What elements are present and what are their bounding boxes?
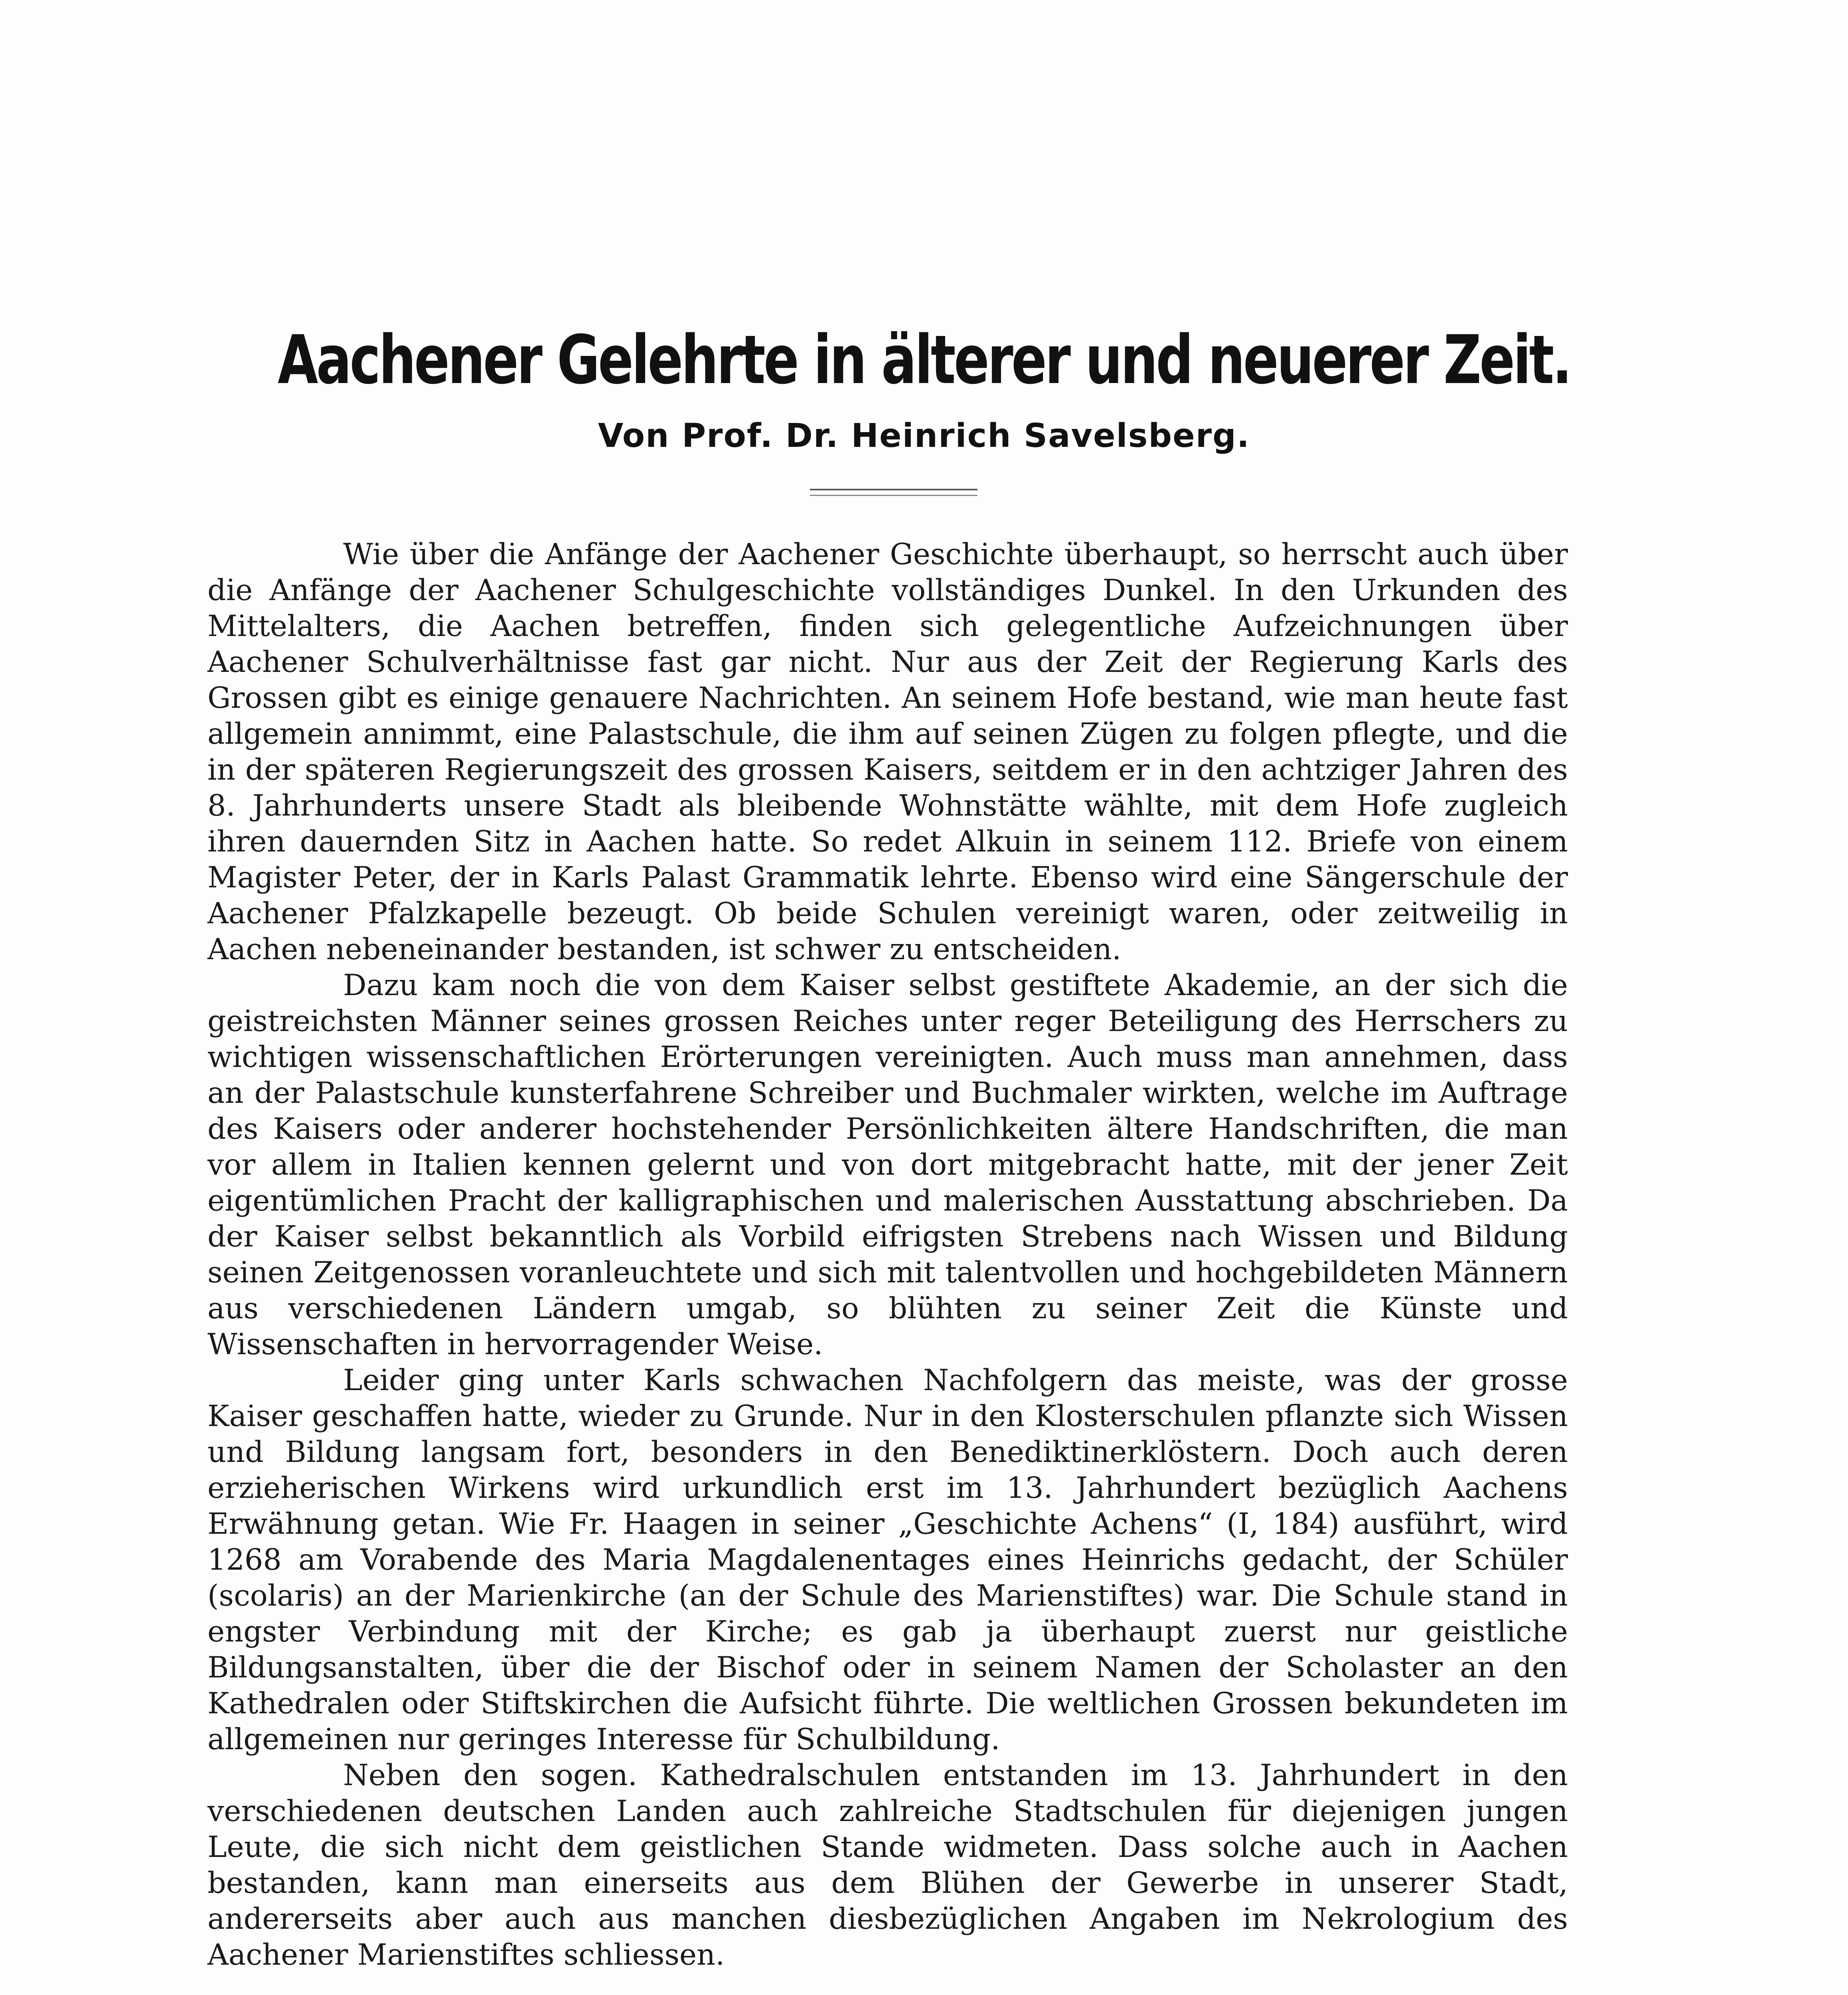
paragraph: Neben den sogen. Kathedralschulen entstanden im 13. Jahrhundert in den verschiedenen deutschen Landen auch zahlreiche Stadtschulen für diejenigen jungen Leute, die sich nicht dem geistlichen Stande widmeten. Dass solche auch in Aachen bestanden, kann man einerseits aus dem Blühen der Gewerbe in unserer Stadt, andererseits aber auch aus manchen diesbezüglichen Angaben im Nekrologium des Aachener Marienstiftes schliessen. bbox=[207, 1758, 1568, 1972]
paragraph: Leider ging unter Karls schwachen Nachfolgern das meiste, was der grosse Kaiser geschaffen hatte, wieder zu Grunde. Nur in den Klosterschulen pflanzte sich Wissen und Bildung langsam fort, besonders in den Benediktinerklöstern. Doch auch deren erzieherischen Wirkens wird urkundlich erst im 13. Jahrhundert bezüglich Aachens Erwähnung getan. Wie Fr. Haagen in seiner „Geschichte Achens“ (I, 184) ausführt, wird 1268 am Vorabende des Maria Magdalenentages eines Heinrichs gedacht, der Schüler (scolaris) an der Marienkirche (an der Schule des Marienstiftes) war. Die Schule stand in engster Verbindung mit der Kirche; es gab ja überhaupt zuerst nur geistliche Bildungsanstalten, über die der Bischof oder in seinem Namen der Scholaster an den Kathedralen oder Stiftskirchen die Aufsicht führte. Die weltlichen Grossen bekundeten im allgemeinen nur geringes Interesse für Schulbildung. bbox=[207, 1363, 1568, 1756]
title-divider-secondary bbox=[810, 495, 977, 496]
title-divider bbox=[810, 489, 977, 490]
article-body bbox=[207, 537, 1568, 1973]
article-author: Von Prof. Dr. Heinrich Savelsberg. bbox=[598, 417, 1250, 455]
article-title: Aachener Gelehrte in älterer und neuerer Zeit. bbox=[278, 321, 1570, 399]
paragraph: Dazu kam noch die von dem Kaiser selbst gestiftete Akademie, an der sich die geistreichsten Männer seines grossen Reiches unter reger Beteiligung des Herrschers zu wichtigen wissenschaftlichen Erörterungen vereinigten. Auch muss man annehmen, dass an der Palastschule kunsterfahrene Schreiber und Buchmaler wirkten, welche im Auftrage des Kaisers oder anderer hochstehender Persönlichkeiten ältere Handschriften, die man vor allem in Italien kennen gelernt und von dort mitgebracht hatte, mit der jener Zeit eigentümlichen Pracht der kalligraphischen und malerischen Ausstattung abschrieben. Da der Kaiser selbst bekanntlich als Vorbild eifrigsten Strebens nach Wissen und Bildung seinen Zeitgenossen voranleuchtete und sich mit talentvollen und hochgebildeten Männern aus verschiedenen Ländern umgab, so blühten zu seiner Zeit die Künste und Wissenschaften in hervorragender Weise. bbox=[207, 968, 1568, 1361]
paragraph: Wie über die Anfänge der Aachener Geschichte überhaupt, so herrscht auch über die Anfänge der Aachener Schulgeschichte vollständiges Dunkel. In den Urkunden des Mittelalters, die Aachen betreffen, finden sich gelegentliche Aufzeichnungen über Aachener Schulverhältnisse fast gar nicht. Nur aus der Zeit der Regierung Karls des Grossen gibt es einige genauere Nachrichten. An seinem Hofe bestand, wie man heute fast allgemein annimmt, eine Palastschule, die ihm auf seinen Zügen zu folgen pflegte, und die in der späteren Regierungszeit des grossen Kaisers, seitdem er in den achtziger Jahren des 8. Jahrhunderts unsere Stadt als bleibende Wohnstätte wählte, mit dem Hofe zugleich ihren dauernden Sitz in Aachen hatte. So redet Alkuin in seinem 112. Briefe von einem Magister Peter, der in Karls Palast Grammatik lehrte. Ebenso wird eine Sängerschule der Aachener Pfalzkapelle bezeugt. Ob beide Schulen vereinigt waren, oder zeitweilig in Aachen nebeneinander bestanden, ist schwer zu entscheiden. bbox=[207, 537, 1568, 966]
